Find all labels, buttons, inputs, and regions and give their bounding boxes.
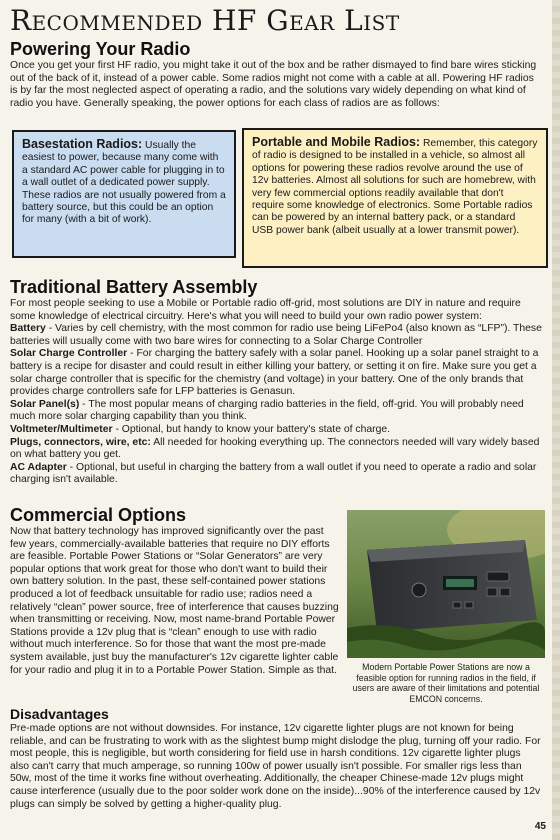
item-text: - Optional, but useful in charging the battery from a wall outlet if you need to operate a radio and solar charging isn't available. xyxy=(10,461,537,486)
portable-box xyxy=(242,128,548,268)
disadvantages-paragraph: Pre-made options are not without downsides. For instance, 12v cigarette lighter plugs are not known for being reliable, and can be frustrating to work with as the slightest bump might dislodge the plug, turning off your radio. For most people, this is negligible, but worth considering for field use in harsh conditions. 12v cigarette lighter plugs also can't carry that much amperage, so running 100w of power usually isn't possible. For smaller rigs less than 50w, most of the time it works fine without overheating. Additionally, the cheaper Chinese-made 12v plugs might cause interference (usually due to the poor solder work done on the inside)...90% of the interference caused by 12v plugs can simply be solved by getting a higher-quality plug. xyxy=(10,723,541,810)
item-term: AC Adapter xyxy=(10,461,67,473)
item-text: - The most popular means of charging radio batteries in the field, off-grid. You will probably need much more solar charging capability than you think. xyxy=(10,398,524,423)
battery-item-plugs xyxy=(10,437,542,462)
item-term: Plugs, connectors, wire, etc: xyxy=(10,436,151,448)
battery-item-solar-panels xyxy=(10,399,542,424)
item-term: Solar Charge Controller xyxy=(10,348,128,360)
basestation-box xyxy=(12,130,236,258)
page-title: Recommended HF Gear List xyxy=(10,4,400,37)
basestation-box-title: Basestation Radios: xyxy=(22,137,143,151)
photo-caption: Modern Portable Power Stations are now a feasible option for running radios in the field, if users are aware of their limitations and potential EMCON concerns. xyxy=(352,662,540,704)
power-station-illustration xyxy=(347,510,545,658)
item-term: Solar Panel(s) xyxy=(10,398,80,410)
item-text: All needed for hooking everything up. The connectors needed will vary widely based on what battery you get. xyxy=(10,436,540,461)
portable-box-title: Portable and Mobile Radios: xyxy=(252,135,421,149)
page-number: 45 xyxy=(534,821,546,832)
section-heading-commercial: Commercial Options xyxy=(10,505,187,525)
item-text: - For charging the battery safely with a solar panel. Hooking up a solar panel straight to a battery is a recipe for disaster and could result in either killing your battery, or setting it on fire. Make sure you get a solar charge controller that is specific for the chemistry (and voltage) in your battery. One of the only brands that provides charge controllers safe for LFP batteries is Genasun. xyxy=(10,348,539,398)
battery-section xyxy=(10,298,542,487)
page-edge-strip xyxy=(552,0,560,840)
item-term: Voltmeter/Multimeter xyxy=(10,423,113,435)
battery-item-charge-controller xyxy=(10,348,542,398)
basestation-box-text: Usually the easiest to power, because many come with a standard AC power cable for plugging in to a wall outlet of a dedicated power supply. These radios are not usually powered from a battery source, but this could be an option for many (with a bit of work). xyxy=(22,140,226,226)
item-text: - Optional, but handy to know your battery's state of charge. xyxy=(112,423,391,435)
powering-paragraph: Once you get your first HF radio, you might take it out of the box and be rather dismayed to find bare wires sticking out of the back of it, instead of a power cable. Some radios might not come with a cable at all. Powering HF radios is by far the most neglected aspect of operating a radio, and the solutions vary widely depending on what kind of radio you have. Generally speaking, the power options for each class of radios are as follows: xyxy=(10,60,537,109)
battery-item-list xyxy=(10,323,542,487)
portable-box-text: Remember, this category of radio is designed to be installed in a vehicle, so almost all options for powering these radios revolve around the use of 12v batteries. Almost all solutions for such are homebrew, with very few commercial options readily available that don't require some knowledge of electronics. Some Portable radios can be powered by an internal battery pack, or a standard USB power bank (albeit usually at a lower transmit power). xyxy=(252,138,538,236)
section-heading-powering: Powering Your Radio xyxy=(10,39,191,59)
section-heading-disadvantages: Disadvantages xyxy=(10,706,109,722)
battery-intro: For most people seeking to use a Mobile or Portable radio off-grid, most solutions are DIY in nature and require some knowledge of electrical circuitry. Here's what you will need to build your own radio power system: xyxy=(10,298,521,322)
section-heading-battery: Traditional Battery Assembly xyxy=(10,277,258,297)
power-station-photo xyxy=(347,510,545,658)
item-term: Battery xyxy=(10,323,46,335)
item-text: - Varies by cell chemistry, with the most common for radio use being LiFePo4 (also known as “LFP”). These batteries will usually come with two bare wires for connecting to a Solar Charge Controller xyxy=(10,323,542,347)
battery-item-battery xyxy=(10,323,542,348)
battery-item-ac-adapter xyxy=(10,462,542,487)
battery-item-voltmeter xyxy=(10,424,542,437)
commercial-paragraph: Now that battery technology has improved significantly over the past few years, commercially-available batteries that require no DIY efforts are feasible. Portable Power Stations or “Solar Generators” are very popular options that work great for those who don't want to build their own battery solution. In the past, these self-contained power stations produced a lot of feedback unsuitable for radio use; radios need a relatively “clean” power source, free of interference that causes buzzing when transmitting or receiving. Now, most name-brand Portable Power Stations provide a 12v plug that is “clean” enough to use with radio without much interference. So for those that want the most pre-made system available, just buy the manufacturer's 12v cigarette lighter cable for your radio and plug it in to a Portable Power Station. Simple as that. xyxy=(10,526,339,676)
